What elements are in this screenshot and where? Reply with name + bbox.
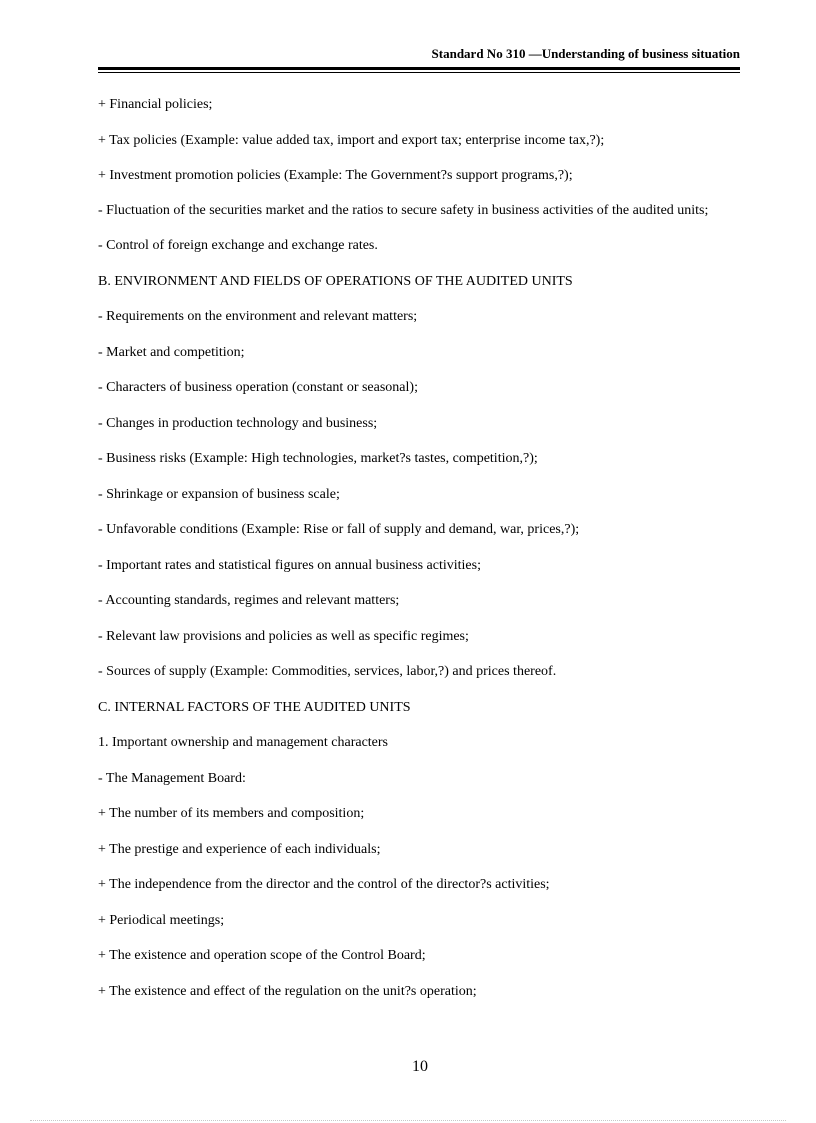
paragraph: - Sources of supply (Example: Commodities, services, labor,?) and prices thereof. xyxy=(98,664,557,679)
paragraph: + The existence and operation scope of the Control Board; xyxy=(98,948,426,963)
paragraph: - Market and competition; xyxy=(98,344,245,360)
paragraph: - Changes in production technology and business; xyxy=(98,415,378,431)
paragraph: + The independence from the director and the control of the director?s activities; xyxy=(98,877,550,892)
running-header: Standard No 310 —Understanding of business situation xyxy=(431,46,740,61)
paragraph: - Characters of business operation (constant or seasonal); xyxy=(98,380,418,395)
header-rule-thick xyxy=(98,67,740,70)
paragraph: - Business risks (Example: High technologies, market?s tastes, competition,?); xyxy=(98,451,538,466)
paragraph: - Important rates and statistical figures on annual business activities; xyxy=(98,557,481,573)
paragraph: - Relevant law provisions and policies as well as specific regimes; xyxy=(98,628,469,644)
page-number: 10 xyxy=(412,1058,428,1075)
paragraph: + The number of its members and composition; xyxy=(98,806,365,821)
subsection-heading: 1. Important ownership and management characters xyxy=(98,735,389,750)
paragraph: + The prestige and experience of each individuals; xyxy=(98,841,381,857)
section-heading: B. ENVIRONMENT AND FIELDS OF OPERATIONS OF THE AUDITED UNITS xyxy=(98,273,573,289)
paragraph: - Shrinkage or expansion of business scale; xyxy=(98,486,340,502)
paragraph: - Fluctuation of the securities market and the ratios to secure safety in business activities of the audited units; xyxy=(98,202,709,218)
paragraph: + Tax policies (Example: value added tax, import and export tax; enterprise income tax,?); xyxy=(98,132,605,148)
paragraph: + Periodical meetings; xyxy=(98,912,225,928)
paragraph: + Investment promotion policies (Example: The Government?s support programs,?); xyxy=(98,168,573,183)
paragraph: - Accounting standards, regimes and relevant matters; xyxy=(98,593,400,608)
paragraph: - Unfavorable conditions (Example: Rise or fall of supply and demand, war, prices,?); xyxy=(98,522,580,537)
paragraph: - The Management Board: xyxy=(98,770,246,786)
body-text xyxy=(98,96,741,1018)
paragraph: + The existence and effect of the regulation on the unit?s operation; xyxy=(98,983,477,999)
header-rule-thin xyxy=(98,72,740,73)
paragraph: + Financial policies; xyxy=(98,97,213,112)
page-edge-divider xyxy=(30,1120,786,1121)
section-heading: C. INTERNAL FACTORS OF THE AUDITED UNITS xyxy=(98,699,411,715)
paragraph: - Requirements on the environment and relevant matters; xyxy=(98,309,418,324)
paragraph: - Control of foreign exchange and exchange rates. xyxy=(98,238,378,253)
